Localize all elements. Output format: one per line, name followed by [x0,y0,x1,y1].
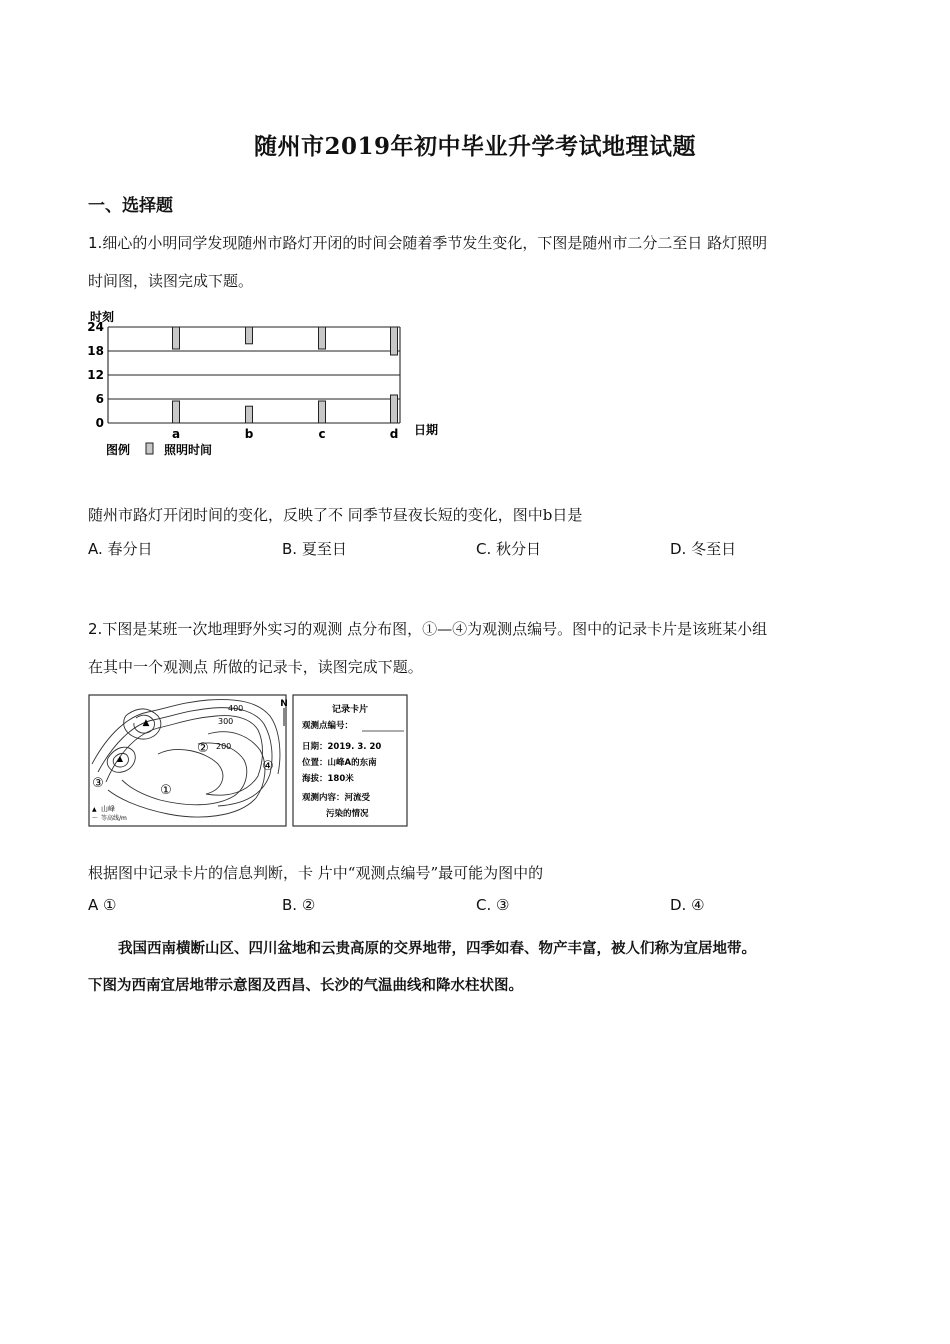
q1-option-d[interactable] [670,538,736,559]
chart-xtick-label-d: d [389,427,399,441]
q2-option-c[interactable] [476,896,509,914]
option-key: B. [282,540,298,558]
peak-a-icon: ▲ [142,718,150,728]
chart-ytick-label: 24 [87,320,104,334]
chart-legend-item: 照明时间 [164,443,213,457]
record-card-position: 位置：山峰A的东南 [302,758,377,768]
option-text: 冬至日 [691,540,737,558]
chart-ylabel: 时刻 [90,310,115,324]
q2-line2: 在其中一个观测点 所做的记录卡，读图完成下题。 [88,658,423,676]
option-text: ① [103,896,117,914]
chart-yticks [87,320,104,430]
chart-bar-b-0 [246,406,253,423]
chart-xlabel: 日期 [414,423,439,437]
chart-bar-b-1 [246,327,253,344]
chart-bar-a-1 [173,327,180,349]
q2-line1 [88,614,767,645]
peak-b-icon: ▲ [116,754,124,763]
page-title: 随州市2019年初中毕业升学考试地理试题 [253,133,696,160]
option-key: C. [476,540,492,558]
passage-line-2: 下图为西南宜居地带示意图及西昌、长沙的气温曲线和降水柱状图。 [88,978,523,994]
q2-option-b[interactable] [282,896,315,914]
chart-xtick-label-b: b [244,427,254,441]
q2-stem: 根据图中记录卡片的信息判断，卡 片中“观测点编号”最可能为图中的 [88,864,544,882]
point-1: ① [160,783,172,798]
chart-bar-c-1 [319,327,326,349]
option-key: A [88,896,99,914]
q2-option-d[interactable] [670,896,705,914]
q1-text-1: 细心的小明同学发现随州市路灯开闭的时间会随着季节发生变化，下图是随州市二分二至日 路灯照明 [102,234,768,252]
chart-grid [108,327,400,423]
record-card-title: 记录卡片 [331,705,369,715]
section-heading: 一、选择题 [88,196,173,216]
chart-xticks [172,427,398,441]
option-text: ③ [496,896,510,914]
option-text: ② [301,896,316,914]
chart-bar-d-1 [391,327,398,355]
q2-text-1: 下图是某班一次地理野外实习的观测 点分布图，①—④为观测点编号。图中的记录卡片是该班某小组 [102,620,768,638]
contour-label-200: 200 [216,742,232,751]
chart-ytick-label: 6 [95,392,104,406]
option-key: B. [282,896,298,914]
legend-peak-icon: ▲ [92,806,97,813]
contour-label-400: 400 [228,704,244,713]
chart-ytick-label: 18 [87,344,104,358]
chart-xtick-label-c: c [318,427,326,441]
option-key: C. [476,896,492,914]
option-text: ④ [691,896,705,914]
option-text: 夏至日 [301,540,347,558]
chart-ytick-label: 12 [87,368,104,382]
q1-line2: 时间图，读图完成下题。 [88,272,254,290]
field-map-figure [88,694,410,828]
q1-stem: 随州市路灯开闭时间的变化，反映了不 同季节昼夜长短的变化，图中b日是 [88,506,583,524]
point-4: ④ [262,759,274,774]
legend-contour-icon: ～ [92,815,99,822]
contour-label-300: 300 [218,717,234,726]
point-2: ② [197,741,209,756]
chart-legend-swatch [146,443,153,454]
record-card-content: 观测内容：河流受 [302,793,371,803]
legend-peak-label: 山峰 [101,805,115,813]
q1-option-c[interactable] [476,538,541,559]
legend-contour-label: 等高线/m [101,815,127,822]
chart-bar-a-0 [173,401,180,423]
q2-option-a[interactable] [88,896,117,914]
option-key: D. [670,540,687,558]
record-card-altitude: 海拔：180米 [302,774,354,784]
record-card-date: 日期：2019. 3. 20 [302,742,382,752]
chart-ytick-label: 0 [95,416,104,430]
option-key: D. [670,896,687,914]
option-key: A. [88,540,103,558]
option-text: 春分日 [107,540,153,558]
chart-legend-label: 图例 [106,443,131,457]
record-card-number: 观测点编号： [302,721,354,731]
option-text: 秋分日 [496,540,542,558]
record-card-content-2: 污染的情况 [326,809,369,819]
q2-number: 2. [88,620,103,638]
q1-option-a[interactable] [88,538,153,559]
point-3: ③ [92,776,104,791]
lighting-time-chart [86,304,456,464]
q1-option-b[interactable] [282,538,347,559]
q1-number: 1. [88,234,103,252]
q1-line1 [88,228,767,259]
chart-bar-c-0 [319,401,326,423]
chart-bar-d-0 [391,395,398,423]
chart-xtick-label-a: a [171,427,181,441]
passage-line-1: 我国西南横断山区、四川盆地和云贵高原的交界地带，四季如春、物产丰富，被人们称为宜居地带。 [118,941,756,957]
north-label: N [280,699,288,709]
